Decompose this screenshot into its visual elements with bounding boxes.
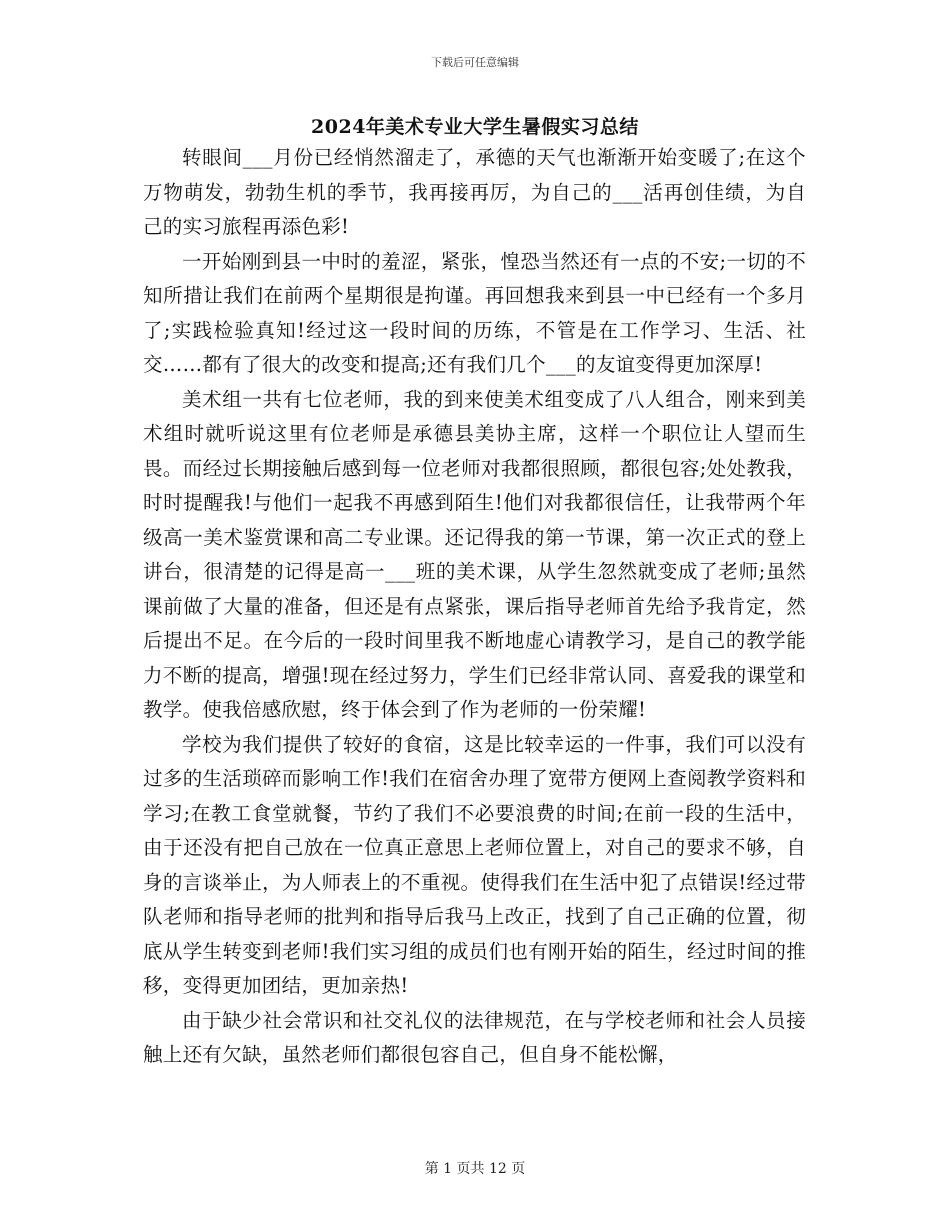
header-note: 下载后可任意编辑 xyxy=(431,56,519,69)
paragraph: 学校为我们提供了较好的食宿，这是比较幸运的一件事，我们可以没有过多的生活琐碎而影响工作!我们在宿舍办理了宽带方便网上查阅教学资料和学习;在教工食堂就餐，节约了我们不必要浪费的时间;在前一段的生活中，由于还没有把自己放在一位真正意思上老师位置上，对自己的要求不够，自身的言谈举止，为人师表上的不重视。使得我们在生活中犯了点错误!经过带队老师和指导老师的批判和指导后我马上改正，找到了自己正确的位置，彻底从学生转变到老师!我们实习组的成员们也有刚开始的陌生，经过时间的推移，变得更加团结，更加亲热! xyxy=(143,732,806,997)
paragraph: 由于缺少社会常识和社交礼仪的法律规范，在与学校老师和社会人员接触上还有欠缺，虽然老师们都很包容自己，但自身不能松懈， xyxy=(143,1008,806,1066)
page-number: 第 1 页共 12 页 xyxy=(424,1161,526,1177)
document-title: 2024年美术专业大学生暑假实习总结 xyxy=(311,116,639,138)
paragraph: 一开始刚到县一中时的羞涩，紧张，惶恐当然还有一点的不安;一切的不知所措让我们在前两个星期很是拘谨。再回想我来到县一中已经有一个多月了;实践检验真知!经过这一段时间的历练，不管是在工作学习、生活、社交……都有了很大的改变和提高;还有我们几个___的友谊变得更加深厚! xyxy=(143,249,806,376)
paragraph: 美术组一共有七位老师，我的到来使美术组变成了八人组合，刚来到美术组时就听说这里有位老师是承德县美协主席，这样一个职位让人望而生畏。而经过长期接触后感到每一位老师对我都很照顾，都很包容;处处教我，时时提醒我!与他们一起我不再感到陌生!他们对我都很信任，让我带两个年级高一美术鉴赏课和高二专业课。还记得我的第一节课，第一次正式的登上讲台，很清楚的记得是高一___班的美术课，从学生忽然就变成了老师;虽然课前做了大量的准备，但还是有点紧张，课后指导老师首先给予我肯定，然后提出不足。在今后的一段时间里我不断地虚心请教学习，是自己的教学能力不断的提高，增强!现在经过努力，学生们已经非常认同、喜爱我的课堂和教学。使我倍感欣慰，终于体会到了作为老师的一份荣耀! xyxy=(143,387,806,721)
paragraph: 转眼间___月份已经悄然溜走了，承德的天气也渐渐开始变暖了;在这个万物萌发，勃勃生机的季节，我再接再厉，为自己的___活再创佳绩，为自己的实习旅程再添色彩! xyxy=(143,146,806,238)
document-body xyxy=(143,141,806,1073)
